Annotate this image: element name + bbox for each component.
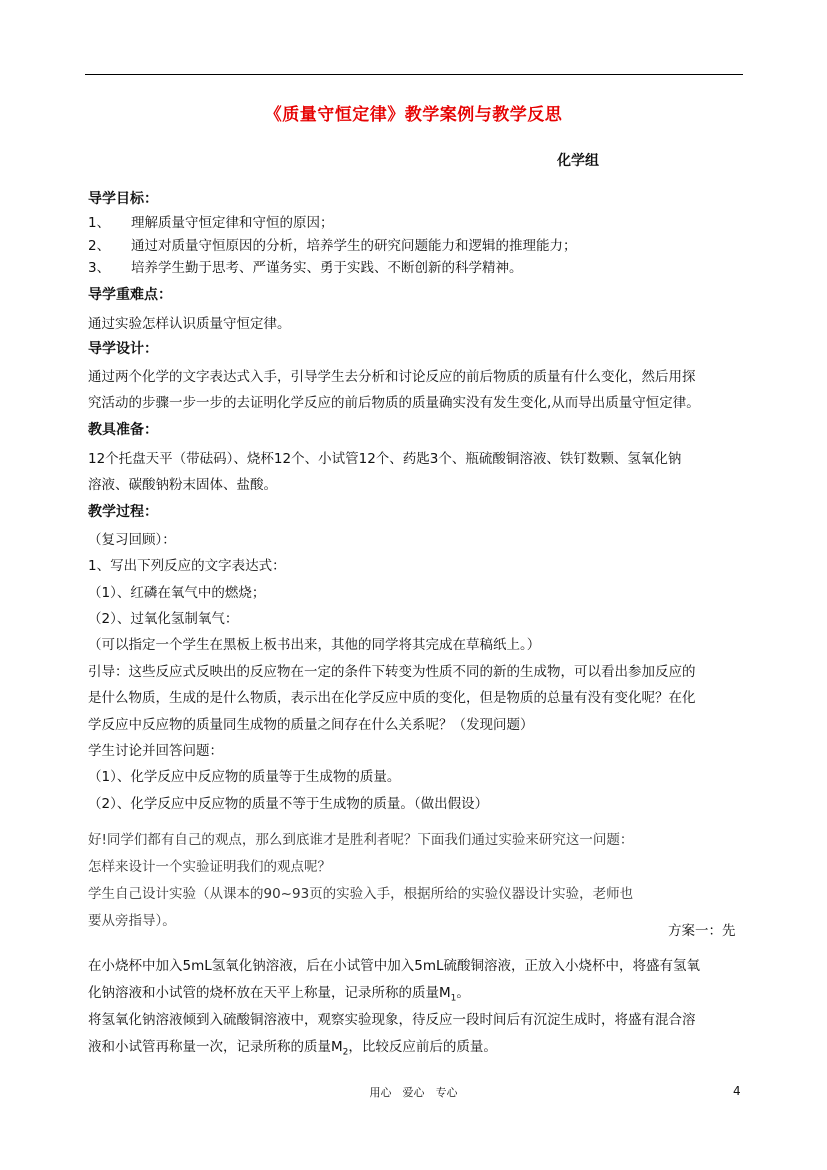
header-rule (85, 74, 743, 75)
process-line: （复习回顾）： (88, 532, 176, 548)
mass-subscript: 2 (342, 1047, 349, 1058)
scanned-line: 学生自己设计实验（从课本的90~93页的实验入手，根据所给的实验仪器设计实验，老师也 (88, 886, 634, 902)
tools-heading: 教具准备： (88, 422, 158, 438)
process-line: 学生讨论并回答问题： (88, 743, 223, 759)
goal-text: 培养学生勤于思考、严谨务实、勇于实践、不断创新的科学精神。 (131, 260, 523, 276)
process-line: （1）、化学反应中反应物的质量等于生成物的质量。 (88, 769, 401, 785)
plan-tail: ，比较反应前后的质量。 (348, 1039, 497, 1055)
goal-text: 理解质量守恒定律和守恒的原因； (131, 215, 334, 231)
scanned-line: 要从旁指导）。 (88, 913, 176, 929)
process-line: （1）、红磷在氧气中的燃烧； (88, 585, 266, 601)
plan-line: 将氢氧化钠溶液倾到入硫酸铜溶液中，观察实验现象，待反应一段时间后有沉淀生成时，将盛有混合溶 (88, 1012, 696, 1028)
goal-item (88, 259, 523, 277)
scanned-line: 好!同学们都有自己的观点，那么到底谁才是胜利者呢？下面我们通过实验来研究这一问题： (88, 832, 634, 848)
page-footer: 用心 爱心 专心 (369, 1086, 458, 1099)
mass-subscript: 1 (450, 993, 457, 1004)
key-heading: 导学重难点： (88, 287, 172, 303)
plan-line (88, 984, 470, 1008)
plan-label: 方案一：先 (668, 923, 736, 939)
author-group: 化学组 (557, 153, 599, 169)
scanned-line: 怎样来设计一个实验证明我们的观点呢？ (88, 859, 331, 875)
plan-line (88, 1038, 497, 1062)
process-heading: 教学过程： (88, 504, 158, 520)
plan-tail: 。 (456, 985, 470, 1001)
page-number: 4 (733, 1084, 741, 1098)
process-line: 是什么物质，生成的是什么物质，表示出在化学反应中质的变化，但是物质的总量有没有变化呢？在化 (88, 690, 696, 706)
process-line: （2）、化学反应中反应物的质量不等于生成物的质量。（做出假设） (88, 796, 489, 812)
goal-text: 通过对质量守恒原因的分析，培养学生的研究问题能力和逻辑的推理能力； (131, 238, 577, 254)
process-line: （2）、过氧化氢制氧气： (88, 611, 239, 627)
goal-number: 2、 (88, 238, 111, 254)
process-line: 学反应中反应物的质量同生成物的质量之间存在什么关系呢？（发现问题） (88, 717, 534, 733)
design-line: 究活动的步骤一步一步的去证明化学反应的前后物质的质量确实没有发生变化,从而导出质量守恒定律。 (88, 395, 700, 411)
goals-heading: 导学目标： (88, 191, 158, 207)
plan-text: 化钠溶液和小试管的烧杯放在天平上称量，记录所称的质量M (88, 985, 451, 1001)
plan-line: 在小烧杯中加入5mL氢氧化钠溶液，后在小试管中加入5mL硫酸铜溶液，正放入小烧杯中，将盛有氢氧 (88, 958, 701, 974)
tools-line: 溶液、碳酸钠粉末固体、盐酸。 (88, 477, 277, 493)
document-title: 《质量守恒定律》教学案例与教学反思 (264, 105, 563, 125)
plan-text: 液和小试管再称量一次，记录所称的质量M (88, 1039, 343, 1055)
goal-number: 1、 (88, 215, 111, 231)
goal-item (88, 214, 334, 232)
goal-number: 3、 (88, 260, 111, 276)
key-text: 通过实验怎样认识质量守恒定律。 (88, 316, 291, 332)
process-line: 引导：这些反应式反映出的反应物在一定的条件下转变为性质不同的新的生成物，可以看出参加反应的 (88, 664, 696, 680)
process-line: （可以指定一个学生在黑板上板书出来，其他的同学将其完成在草稿纸上。） (88, 637, 541, 653)
design-heading: 导学设计： (88, 341, 158, 357)
design-line: 通过两个化学的文字表达式入手，引导学生去分析和讨论反应的前后物质的质量有什么变化，然后用探 (88, 369, 696, 385)
goal-item (88, 237, 577, 255)
process-line: 1、写出下列反应的文字表达式： (88, 558, 286, 574)
tools-line: 12个托盘天平（带砝码）、烧杯12个、小试管12个、药匙3个、瓶硫酸铜溶液、铁钉数颗、氢氧化钠 (88, 451, 682, 467)
